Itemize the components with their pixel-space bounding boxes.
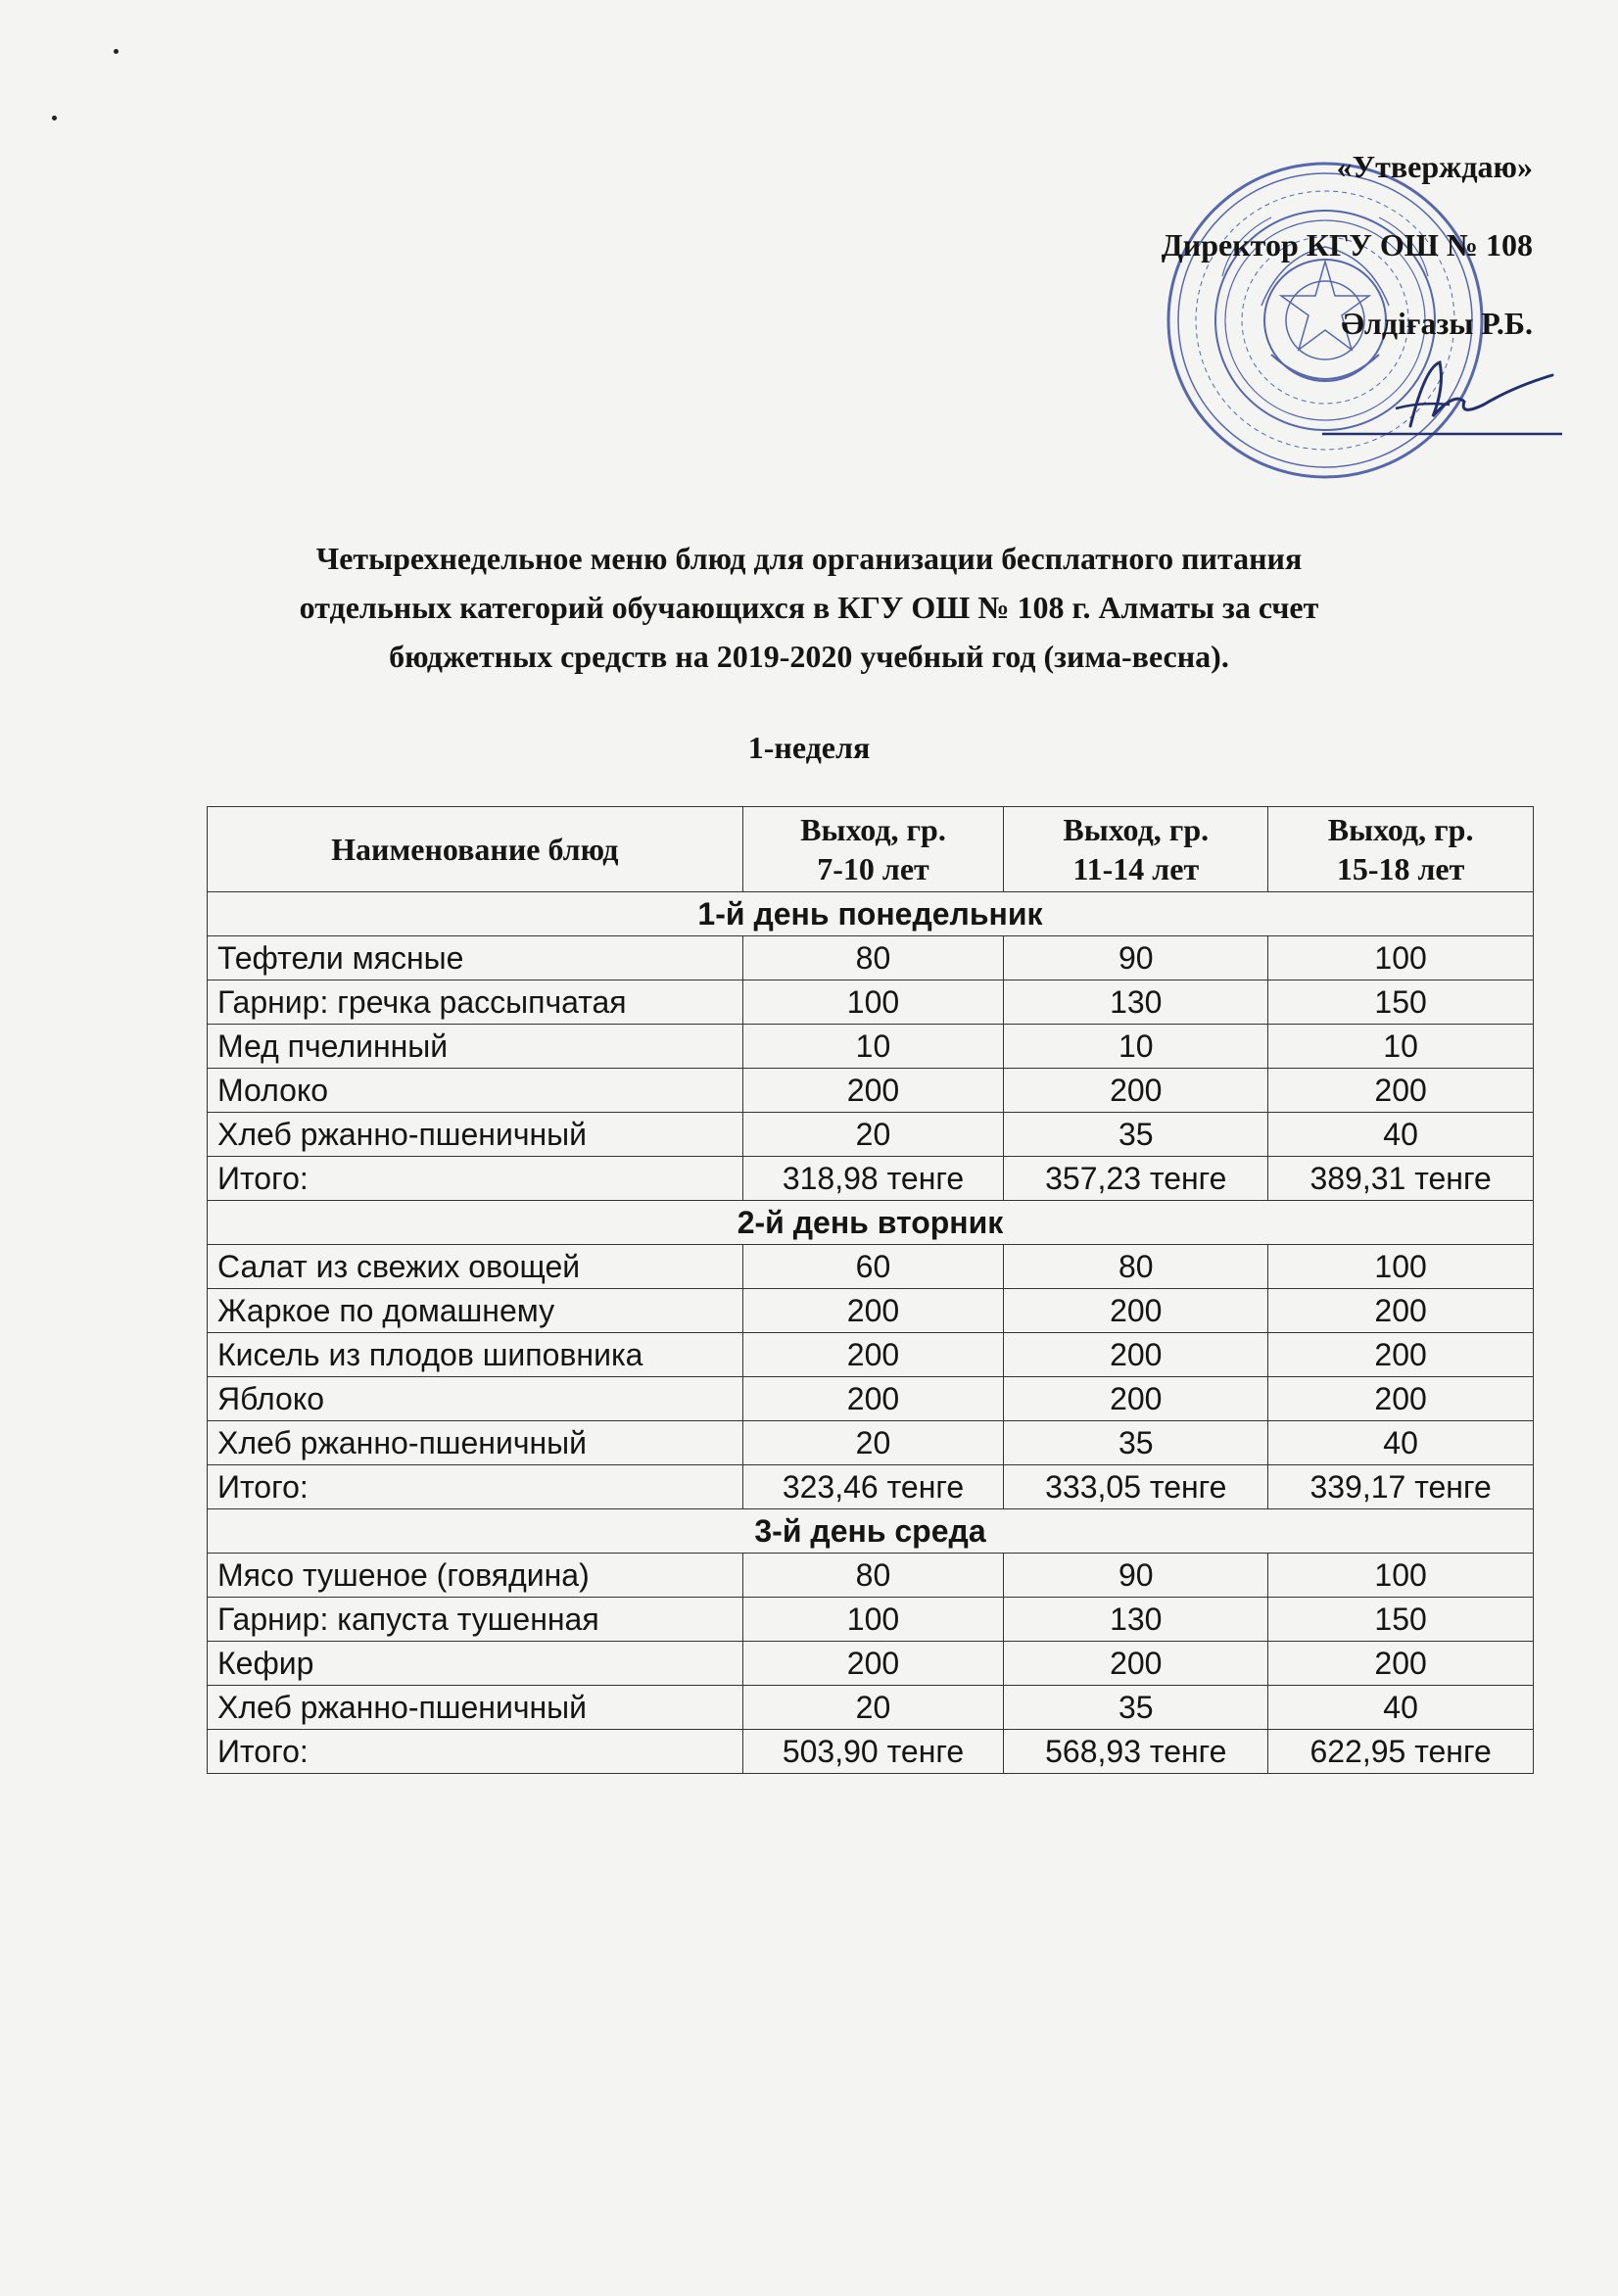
portion-grams: 40 bbox=[1268, 1113, 1534, 1157]
portion-grams: 200 bbox=[742, 1069, 1004, 1113]
dish-name: Кефир bbox=[208, 1642, 743, 1686]
header-age-15-18: Выход, гр. 15-18 лет bbox=[1268, 807, 1534, 892]
day-title: 2-й день вторник bbox=[208, 1201, 1534, 1245]
portion-grams: 200 bbox=[1004, 1289, 1268, 1333]
dish-row bbox=[208, 1642, 1534, 1686]
portion-grams: 200 bbox=[1268, 1069, 1534, 1113]
portion-grams: 200 bbox=[742, 1642, 1004, 1686]
dish-row bbox=[208, 1686, 1534, 1730]
dish-name: Яблоко bbox=[208, 1377, 743, 1421]
portion-grams: 60 bbox=[742, 1245, 1004, 1289]
portion-grams: 80 bbox=[742, 1554, 1004, 1598]
dish-name: Салат из свежих овощей bbox=[208, 1245, 743, 1289]
approval-heading: «Утверждаю» bbox=[1336, 149, 1533, 184]
total-cost: 622,95 тенге bbox=[1268, 1730, 1534, 1774]
portion-grams: 200 bbox=[1268, 1377, 1534, 1421]
portion-grams: 10 bbox=[1268, 1025, 1534, 1069]
portion-grams: 100 bbox=[1268, 1554, 1534, 1598]
total-cost: 333,05 тенге bbox=[1004, 1465, 1268, 1509]
total-cost: 568,93 тенге bbox=[1004, 1730, 1268, 1774]
total-cost: 357,23 тенге bbox=[1004, 1157, 1268, 1201]
menu-table-body bbox=[208, 892, 1534, 1774]
portion-grams: 100 bbox=[1268, 1245, 1534, 1289]
dish-name: Кисель из плодов шиповника bbox=[208, 1333, 743, 1377]
dish-name: Хлеб ржанно-пшеничный bbox=[208, 1113, 743, 1157]
dish-row bbox=[208, 1598, 1534, 1642]
portion-grams: 80 bbox=[742, 936, 1004, 981]
dish-row bbox=[208, 1421, 1534, 1465]
total-row bbox=[208, 1157, 1534, 1201]
menu-table bbox=[207, 806, 1534, 1774]
dish-name: Мясо тушеное (говядина) bbox=[208, 1554, 743, 1598]
header-age-11-14: Выход, гр. 11-14 лет bbox=[1004, 807, 1268, 892]
total-label: Итого: bbox=[208, 1465, 743, 1509]
portion-grams: 200 bbox=[1268, 1289, 1534, 1333]
portion-grams: 200 bbox=[1268, 1333, 1534, 1377]
dish-name: Гарнир: гречка рассыпчатая bbox=[208, 981, 743, 1025]
portion-grams: 100 bbox=[1268, 936, 1534, 981]
portion-grams: 200 bbox=[1268, 1642, 1534, 1686]
dish-row bbox=[208, 1245, 1534, 1289]
total-row bbox=[208, 1465, 1534, 1509]
day-header-row bbox=[208, 1201, 1534, 1245]
portion-grams: 200 bbox=[1004, 1642, 1268, 1686]
portion-grams: 150 bbox=[1268, 1598, 1534, 1642]
portion-grams: 200 bbox=[1004, 1333, 1268, 1377]
dish-row bbox=[208, 1377, 1534, 1421]
dish-row bbox=[208, 1554, 1534, 1598]
total-cost: 318,98 тенге bbox=[742, 1157, 1004, 1201]
header-age-7-10: Выход, гр. 7-10 лет bbox=[742, 807, 1004, 892]
approval-block bbox=[1162, 147, 1533, 382]
portion-grams: 10 bbox=[1004, 1025, 1268, 1069]
portion-grams: 130 bbox=[1004, 1598, 1268, 1642]
title-line: Четырехнедельное меню блюд для организации бесплатного питания bbox=[315, 541, 1303, 576]
total-cost: 503,90 тенге bbox=[742, 1730, 1004, 1774]
table-header-row bbox=[208, 807, 1534, 892]
portion-grams: 10 bbox=[742, 1025, 1004, 1069]
portion-grams: 40 bbox=[1268, 1421, 1534, 1465]
document-title bbox=[147, 534, 1471, 681]
portion-grams: 150 bbox=[1268, 981, 1534, 1025]
portion-grams: 200 bbox=[742, 1333, 1004, 1377]
handwritten-signature bbox=[1317, 348, 1572, 441]
day-title: 1-й день понедельник bbox=[208, 892, 1534, 936]
week-label: 1-неделя bbox=[747, 730, 871, 765]
portion-grams: 35 bbox=[1004, 1113, 1268, 1157]
portion-grams: 90 bbox=[1004, 1554, 1268, 1598]
portion-grams: 35 bbox=[1004, 1421, 1268, 1465]
header-dish-name: Наименование блюд bbox=[208, 807, 743, 892]
approval-position: Директор КГУ ОШ № 108 bbox=[1161, 227, 1533, 263]
dish-name: Молоко bbox=[208, 1069, 743, 1113]
dish-row bbox=[208, 1333, 1534, 1377]
dish-name: Хлеб ржанно-пшеничный bbox=[208, 1686, 743, 1730]
day-header-row bbox=[208, 1509, 1534, 1554]
paper-speck bbox=[52, 116, 57, 120]
portion-grams: 20 bbox=[742, 1421, 1004, 1465]
portion-grams: 20 bbox=[742, 1686, 1004, 1730]
total-label: Итого: bbox=[208, 1157, 743, 1201]
portion-grams: 20 bbox=[742, 1113, 1004, 1157]
dish-name: Хлеб ржанно-пшеничный bbox=[208, 1421, 743, 1465]
title-line: бюджетных средств на 2019-2020 учебный год (зима-весна). bbox=[389, 639, 1229, 674]
total-cost: 389,31 тенге bbox=[1268, 1157, 1534, 1201]
portion-grams: 130 bbox=[1004, 981, 1268, 1025]
dish-row bbox=[208, 1113, 1534, 1157]
title-line: отдельных категорий обучающихся в КГУ ОШ № 108 г. Алматы за счет bbox=[299, 590, 1319, 625]
total-cost: 323,46 тенге bbox=[742, 1465, 1004, 1509]
total-label: Итого: bbox=[208, 1730, 743, 1774]
day-header-row bbox=[208, 892, 1534, 936]
dish-name: Мед пчелинный bbox=[208, 1025, 743, 1069]
total-cost: 339,17 тенге bbox=[1268, 1465, 1534, 1509]
paper-speck bbox=[114, 49, 119, 54]
day-title: 3-й день среда bbox=[208, 1509, 1534, 1554]
dish-name: Гарнир: капуста тушенная bbox=[208, 1598, 743, 1642]
portion-grams: 200 bbox=[742, 1377, 1004, 1421]
portion-grams: 200 bbox=[1004, 1377, 1268, 1421]
dish-row bbox=[208, 1069, 1534, 1113]
dish-row bbox=[208, 1289, 1534, 1333]
dish-row bbox=[208, 981, 1534, 1025]
portion-grams: 40 bbox=[1268, 1686, 1534, 1730]
dish-name: Тефтели мясные bbox=[208, 936, 743, 981]
portion-grams: 35 bbox=[1004, 1686, 1268, 1730]
dish-row bbox=[208, 1025, 1534, 1069]
portion-grams: 200 bbox=[742, 1289, 1004, 1333]
portion-grams: 100 bbox=[742, 1598, 1004, 1642]
portion-grams: 80 bbox=[1004, 1245, 1268, 1289]
portion-grams: 100 bbox=[742, 981, 1004, 1025]
total-row bbox=[208, 1730, 1534, 1774]
approval-name: Әлдіғазы Р.Б. bbox=[1341, 306, 1533, 341]
dish-name: Жаркое по домашнему bbox=[208, 1289, 743, 1333]
dish-row bbox=[208, 936, 1534, 981]
portion-grams: 200 bbox=[1004, 1069, 1268, 1113]
portion-grams: 90 bbox=[1004, 936, 1268, 981]
